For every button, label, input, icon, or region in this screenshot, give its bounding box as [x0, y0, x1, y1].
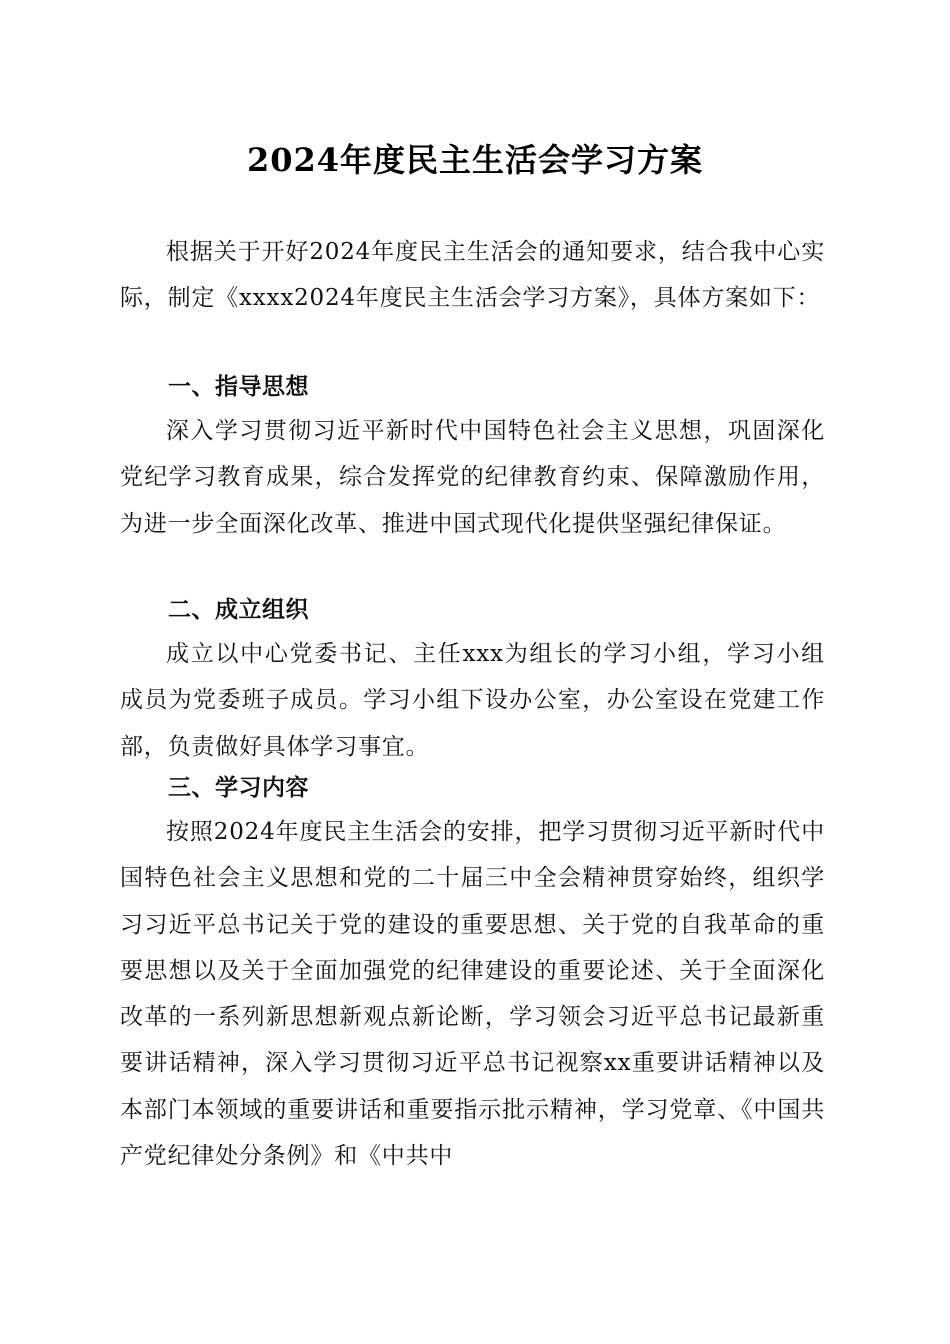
intro-paragraph: 根据关于开好2024年度民主生活会的通知要求，结合我中心实际，制定《xxxx2024年度民主生活会学习方案》，具体方案如下：	[120, 239, 825, 312]
section-heading-study-content: 三、学习内容	[168, 775, 309, 801]
section-heading-guiding-ideology: 一、指导思想	[168, 374, 309, 400]
section-body-guiding-ideology: 深入学习贯彻习近平新时代中国特色社会主义思想，巩固深化党纪学习教育成果，综合发挥党的纪律教育约束、保障激励作用，为进一步全面深化改革、推进中国式现代化提供坚强纪律保证。	[120, 418, 825, 537]
section-body-study-content: 按照2024年度民主生活会的安排，把学习贯彻习近平新时代中国特色社会主义思想和党的二十届三中全会精神贯穿始终，组织学习习近平总书记关于党的建设的重要思想、关于党的自我革命的重要思想以及关于全面加强党的纪律建设的重要论述、关于全面深化改革的一系列新思想新观点新论断，学习领会习近平总书记最新重要讲话精神，深入学习贯彻习近平总书记视察xx重要讲话精神以及本部门本领域的重要讲话和重要指示批示精神，学习党章、《中国共产党纪律处分条例》和《中共中	[120, 819, 825, 1170]
section-body-organization: 成立以中心党委书记、主任xxx为组长的学习小组，学习小组成员为党委班子成员。学习小组下设办公室，办公室设在党建工作部，负责做好具体学习事宜。	[120, 641, 825, 760]
document-title: 2024年度民主生活会学习方案	[246, 141, 704, 179]
section-heading-organization: 二、成立组织	[168, 597, 309, 623]
